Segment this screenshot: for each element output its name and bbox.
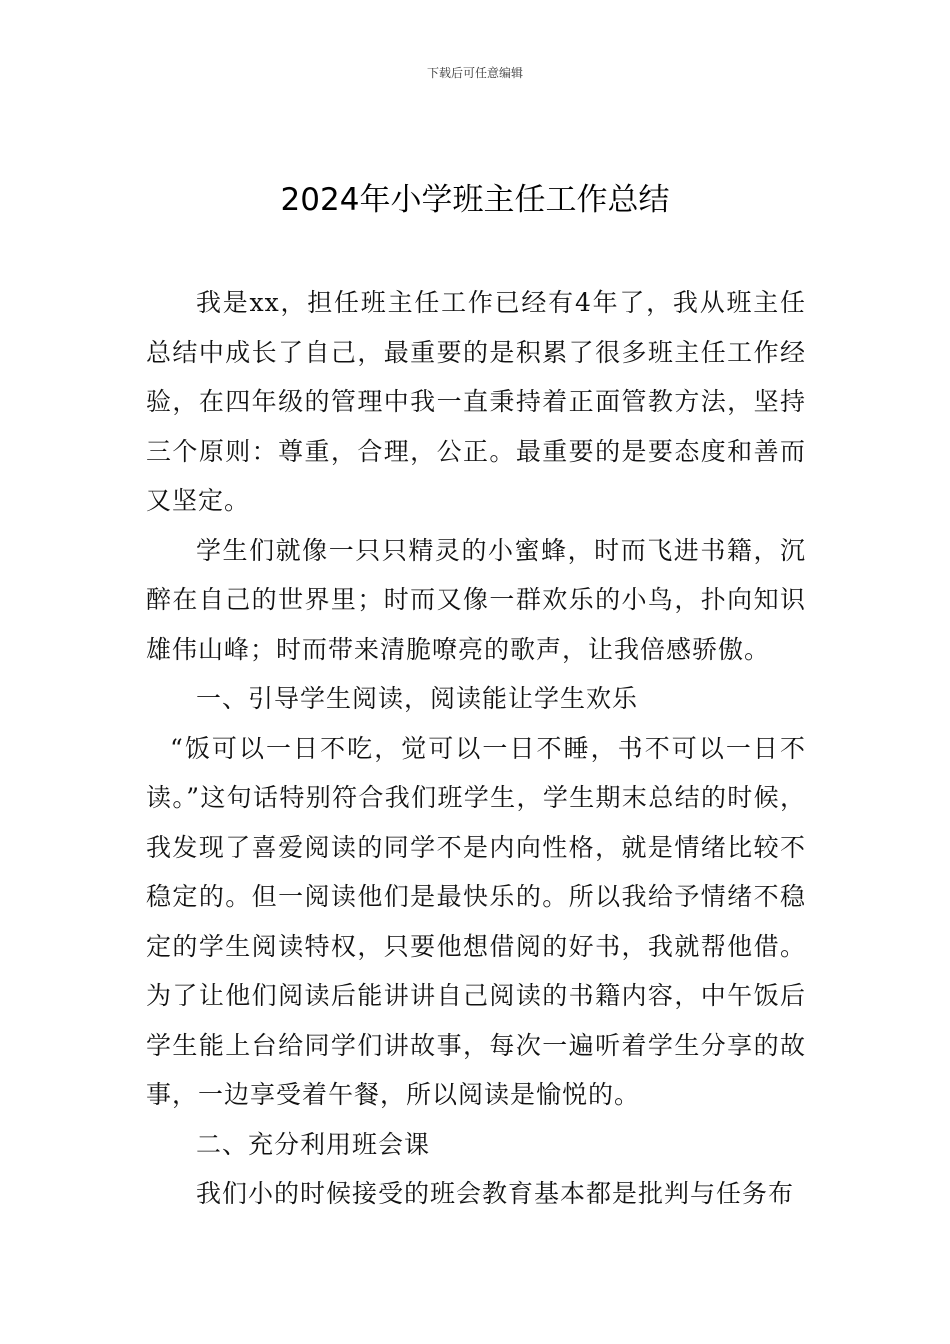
paragraph-reading: “饭可以一日不吃，觉可以一日不睡，书不可以一日不读。”这句话特别符合我们班学生，学生期末总结的时候，我发现了喜爱阅读的同学不是内向性格，就是情绪比较不稳定的。但一阅读他们是最快乐的。所以我给予情绪不稳定的学生阅读特权，只要他想借阅的好书，我就帮他借。为了让他们阅读后能讲讲自己阅读的书籍内容，中午饭后学生能上台给同学们讲故事，每次一遍听着学生分享的故事，一边享受着午餐，所以阅读是愉悦的。 xyxy=(146,733,806,1109)
paragraph-students: 学生们就像一只只精灵的小蜜蜂，时而飞进书籍，沉醉在自己的世界里；时而又像一群欢乐的小鸟，扑向知识雄伟山峰；时而带来清脆嘹亮的歌声，让我倍感骄傲。 xyxy=(146,535,806,664)
paragraph-intro: 我是xx，担任班主任工作已经有4年了，我从班主任总结中成长了自己，最重要的是积累了很多班主任工作经验，在四年级的管理中我一直秉持着正面管教方法，坚持三个原则：尊重，合理，公正。最重要的是要态度和善而又坚定。 xyxy=(146,288,806,515)
section-heading-reading: 一、引导学生阅读，阅读能让学生欢乐 xyxy=(196,684,639,713)
section-heading-class-meeting: 二、充分利用班会课 xyxy=(196,1129,431,1159)
document-title: 2024年小学班主任工作总结 xyxy=(280,182,670,218)
header-note: 下载后可任意编辑 xyxy=(426,66,523,80)
paragraph-class-meeting: 我们小的时候接受的班会教育基本都是批判与任务布 xyxy=(196,1179,795,1208)
document-body xyxy=(146,278,806,1219)
